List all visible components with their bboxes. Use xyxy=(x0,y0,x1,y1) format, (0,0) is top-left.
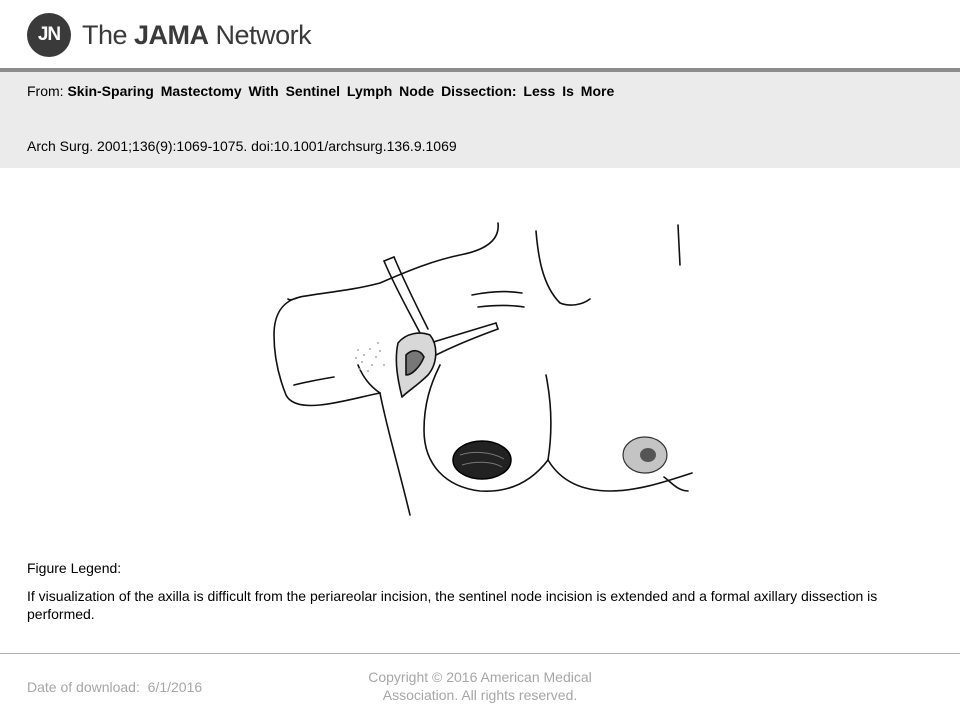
site-header xyxy=(0,0,960,68)
figure-legend-text: If visualization of the axilla is difficult from the periareolar incision, the sentinel node incision is extended and a formal axillary dissection is performed. xyxy=(27,588,878,622)
figure-legend-heading: Figure Legend: xyxy=(27,560,122,576)
footer-divider xyxy=(0,653,960,654)
article-citation: Arch Surg. 2001;136(9):1069-1075. doi:10.1001/archsurg.136.9.1069 xyxy=(27,138,457,154)
article-title[interactable]: Skin-Sparing Mastectomy With Sentinel Lymph Node Dissection: Less Is More xyxy=(67,83,615,99)
brand-bold: JAMA xyxy=(134,20,209,50)
brand-wordmark[interactable] xyxy=(82,18,311,52)
article-title-line xyxy=(27,82,614,100)
download-date xyxy=(27,679,202,695)
download-date-value: 6/1/2016 xyxy=(147,679,203,695)
copyright-notice: Copyright © 2016 American Medical Association. All rights reserved. xyxy=(368,669,592,703)
brand-suffix: Network xyxy=(208,20,312,50)
logo-initials: JN xyxy=(37,24,61,45)
surgical-illustration-icon xyxy=(260,215,700,530)
jama-network-logo-icon[interactable] xyxy=(27,13,71,57)
from-label: From: xyxy=(27,83,64,99)
download-label: Date of download: xyxy=(27,679,140,695)
brand-prefix: The xyxy=(82,20,135,50)
